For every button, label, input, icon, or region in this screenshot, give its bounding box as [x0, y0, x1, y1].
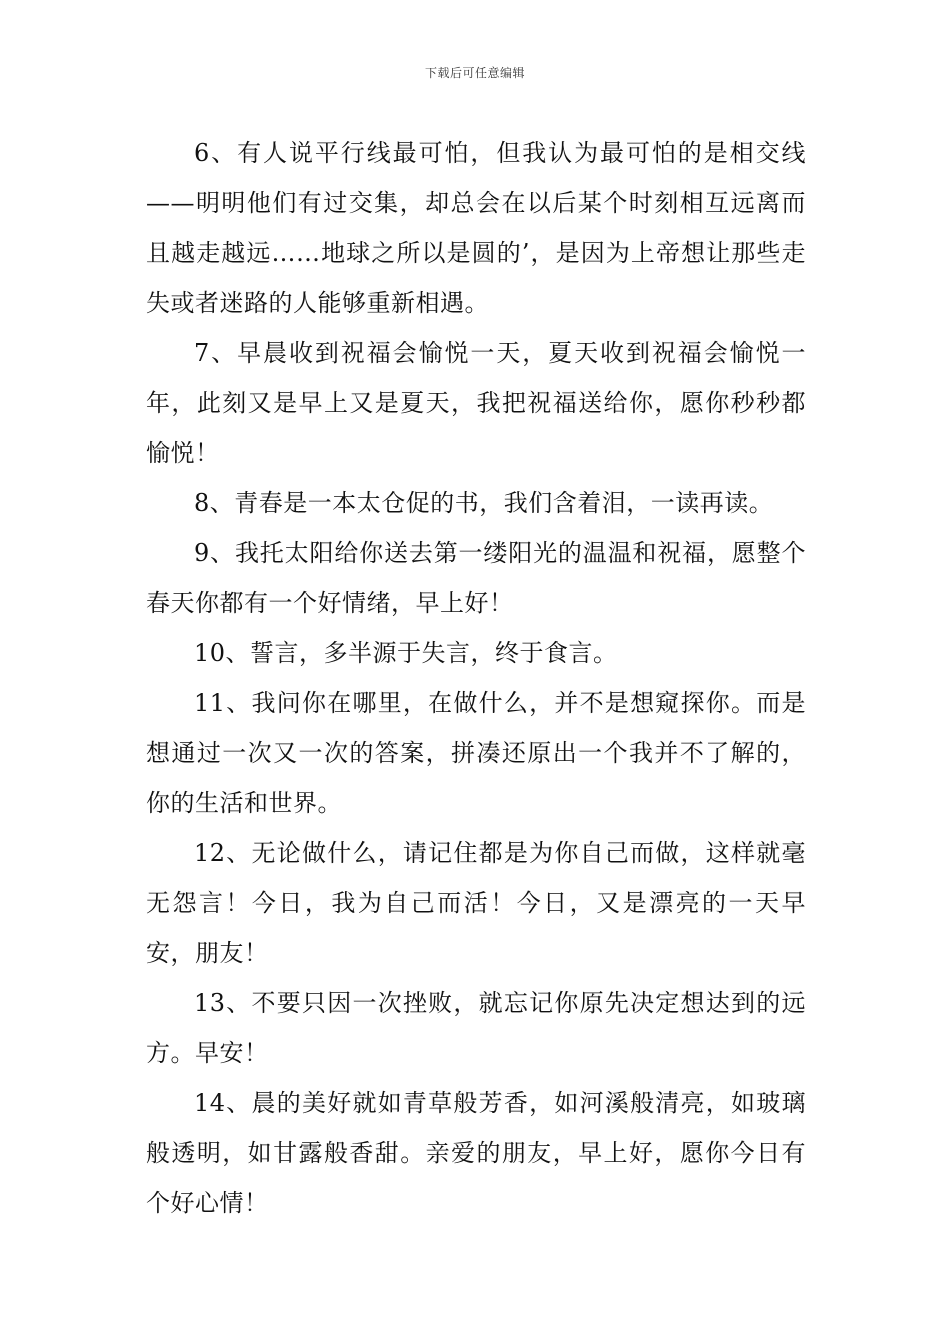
page-header: 下载后可任意编辑 — [424, 66, 525, 80]
paragraph-10: 10、誓言，多半源于失言，终于食言。 — [194, 639, 618, 667]
paragraph-6: 6、有人说平行线最可怕，但我认为最可怕的是相交线——明明他们有过交集，却总会在以后某个时刻相互远离而且越走越远……地球之所以是圆的’，是因为上帝想让那些走失或者迷路的人能够重新相遇。 — [146, 139, 806, 317]
paragraph-12: 12、无论做什么，请记住都是为你自己而做，这样就毫无怨言！今日，我为自己而活！今日，又是漂亮的一天早安，朋友！ — [146, 839, 806, 967]
paragraph-13: 13、不要只因一次挫败，就忘记你原先决定想达到的远方。早安！ — [146, 989, 806, 1067]
paragraph-7: 7、早晨收到祝福会愉悦一天，夏天收到祝福会愉悦一年，此刻又是早上又是夏天，我把祝福送给你，愿你秒秒都愉悦！ — [146, 339, 806, 467]
paragraph-8: 8、青春是一本太仓促的书，我们含着泪，一读再读。 — [194, 489, 774, 517]
document-body — [146, 128, 806, 1228]
paragraph-14: 14、晨的美好就如青草般芳香，如河溪般清亮，如玻璃般透明，如甘露般香甜。亲爱的朋友，早上好，愿你今日有个好心情！ — [146, 1089, 806, 1217]
paragraph-9: 9、我托太阳给你送去第一缕阳光的温温和祝福，愿整个春天你都有一个好情绪，早上好！ — [146, 539, 806, 617]
paragraph-11: 11、我问你在哪里，在做什么，并不是想窥探你。而是想通过一次又一次的答案，拼凑还原出一个我并不了解的，你的生活和世界。 — [146, 689, 806, 817]
